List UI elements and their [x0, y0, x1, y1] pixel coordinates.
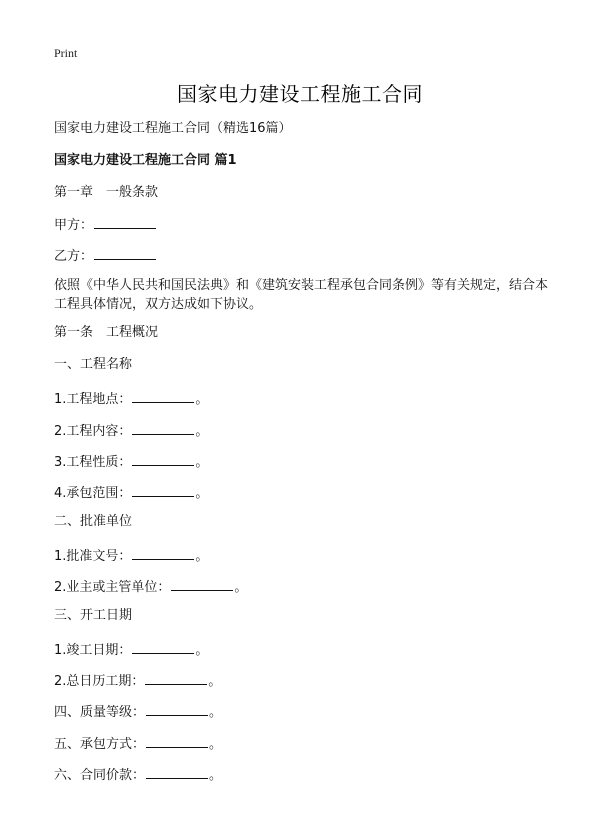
- item-1-1-period: 。: [195, 392, 209, 407]
- item-3-2-row: [54, 670, 221, 691]
- item-2-1-row: [54, 545, 208, 566]
- item-3-2-blank: [145, 670, 207, 685]
- item-1-1-label: 1.工程地点：: [54, 392, 132, 407]
- document-subtitle: 国家电力建设工程施工合同（精选16篇）: [54, 121, 292, 136]
- party-a-label: 甲方：: [54, 218, 94, 233]
- item-1-3-period: 。: [195, 455, 209, 470]
- item-1-heading: 一、工程名称: [54, 357, 133, 372]
- item-1-4-period: 。: [195, 486, 209, 501]
- item-1-1-row: [54, 388, 208, 409]
- item-5-blank: [146, 733, 208, 748]
- item-1-2-row: [54, 420, 208, 441]
- item-2-1-blank: [132, 545, 194, 560]
- item-3-heading: 三、开工日期: [54, 608, 133, 623]
- item-3-1-period: 。: [195, 643, 209, 658]
- item-4-label: 四、质量等级：: [54, 705, 146, 720]
- item-2-1-label: 1.批准文号：: [54, 549, 132, 564]
- party-b-label: 乙方：: [54, 249, 94, 264]
- item-5-period: 。: [209, 737, 223, 752]
- item-1-2-blank: [132, 420, 194, 435]
- item-3-1-row: [54, 639, 208, 660]
- item-2-2-label: 2.业主或主管单位：: [54, 580, 171, 595]
- party-b-row: [54, 245, 157, 266]
- section-heading: 国家电力建设工程施工合同 篇1: [54, 153, 237, 168]
- item-1-4-label: 4.承包范围：: [54, 486, 132, 501]
- item-6-blank: [146, 764, 208, 779]
- item-1-1-blank: [132, 388, 194, 403]
- item-3-1-blank: [132, 639, 194, 654]
- print-label[interactable]: Print: [54, 46, 78, 60]
- item-1-3-label: 3.工程性质：: [54, 455, 132, 470]
- item-2-2-period: 。: [234, 580, 248, 595]
- item-3-2-period: 。: [208, 674, 222, 689]
- party-a-blank: [94, 214, 156, 229]
- item-4-row: [54, 701, 222, 722]
- item-2-1-period: 。: [195, 549, 209, 564]
- item-5-label: 五、承包方式：: [54, 737, 146, 752]
- item-3-2-label: 2.总日历工期：: [54, 674, 145, 689]
- item-1-2-period: 。: [195, 424, 209, 439]
- party-b-blank: [94, 245, 156, 260]
- item-1-2-label: 2.工程内容：: [54, 424, 132, 439]
- item-2-2-row: [54, 576, 247, 597]
- item-1-3-blank: [132, 451, 194, 466]
- chapter-heading: 第一章 一般条款: [54, 185, 159, 200]
- item-6-period: 。: [209, 768, 223, 783]
- item-2-heading: 二、批准单位: [54, 514, 133, 529]
- intro-paragraph: 依照《中华人民共和国民法典》和《建筑安装工程承包合同条例》等有关规定，结合本工程具体情况，双方达成如下协议。: [54, 278, 549, 312]
- item-6-label: 六、合同价款：: [54, 768, 146, 783]
- item-4-blank: [146, 701, 208, 716]
- item-2-2-blank: [171, 576, 233, 591]
- article-1-heading: 第一条 工程概况: [54, 325, 159, 340]
- party-a-row: [54, 214, 157, 235]
- item-1-3-row: [54, 451, 208, 472]
- item-5-row: [54, 733, 222, 754]
- item-3-1-label: 1.竣工日期：: [54, 643, 132, 658]
- item-1-4-row: [54, 482, 208, 503]
- item-1-4-blank: [132, 482, 194, 497]
- item-4-period: 。: [209, 705, 223, 720]
- item-6-row: [54, 764, 222, 785]
- document-title: 国家电力建设工程施工合同: [177, 82, 423, 106]
